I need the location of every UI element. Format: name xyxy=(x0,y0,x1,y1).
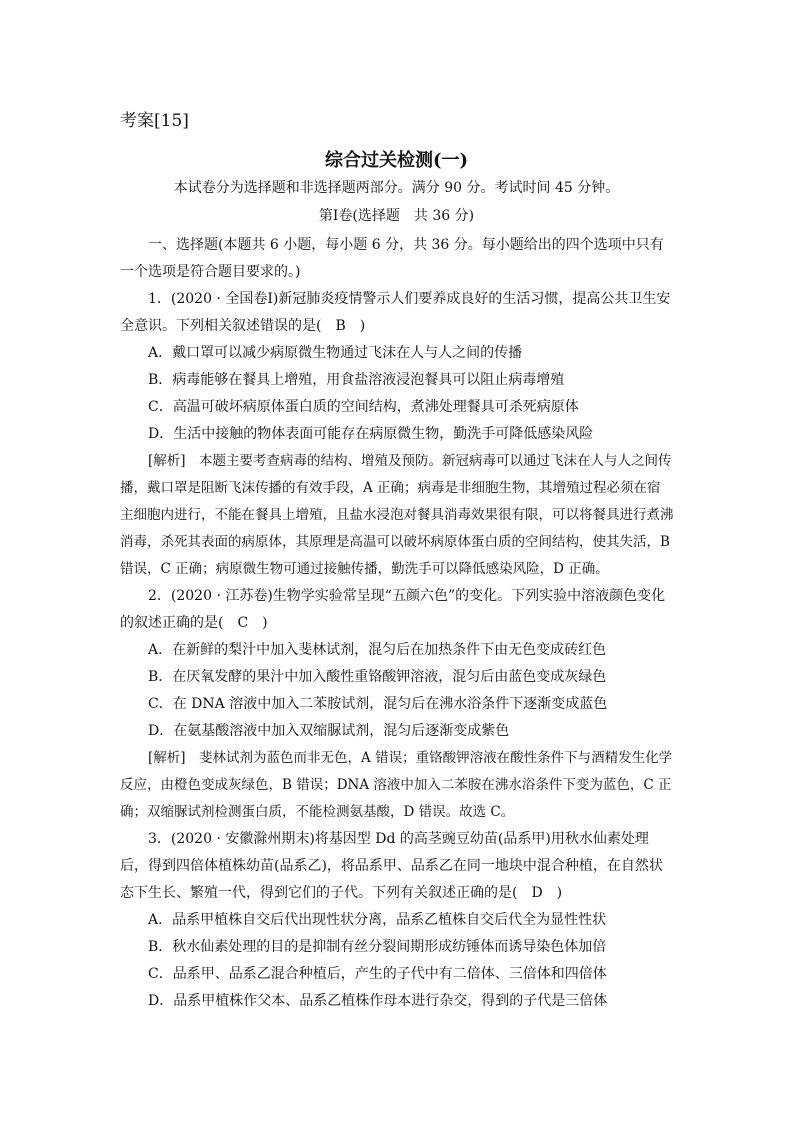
analysis-text: [解析] 斐林试剂为蓝色而非无色，A 错误；重铬酸钾溶液在酸性条件下与酒精发生化学反应，由橙色变成灰绿色，B 错误；DNA 溶液中加入二苯胺在沸水浴条件下变为蓝色，C 正确；双缩脲试剂检测蛋白质，不能检测氨基酸，D 错误。故选 C。 xyxy=(120,750,673,820)
part-heading: 第Ⅰ卷(选择题 共 36 分) xyxy=(318,208,475,224)
option-b: B．在厌氧发酵的果汁中加入酸性重铬酸钾溶液，混匀后由蓝色变成灰绿色 xyxy=(148,669,607,685)
page-title: 综合过关检测(一) xyxy=(324,150,469,171)
question-stem: 3．(2020 · 安徽滁州期末)将基因型 Dd 的高茎豌豆幼苗(品系甲)用秋水仙素处理后，得到四倍体植株幼苗(品系乙)，将品系甲、品系乙在同一地块中混合种植，在自然状态下生长、繁殖一代，得到它们的子代。下列有关叙述正确的是( D ) xyxy=(120,831,663,901)
option-a: A．在新鲜的梨汁中加入斐林试剂，混匀后在加热条件下由无色变成砖红色 xyxy=(148,642,607,658)
section-intro: 一、选择题(本题共 6 小题，每小题 6 分，共 36 分。每小题给出的四个选项中只有一个选项是符合题目要求的。) xyxy=(120,237,664,280)
exam-content xyxy=(120,232,674,1015)
option-b: B．病毒能够在餐具上增殖，用食盐溶液浸泡餐具可以阻止病毒增殖 xyxy=(148,372,565,388)
question-1 xyxy=(120,286,674,583)
option-d: D．在氨基酸溶液中加入双缩脲试剂，混匀后逐渐变成紫色 xyxy=(148,723,510,739)
analysis-text: [解析] 本题主要考查病毒的结构、增殖及预防。新冠病毒可以通过飞沫在人与人之间传播，戴口罩是阻断飞沫传播的有效手段，A 正确；病毒是非细胞生物，其增殖过程必须在宿主细胞内进行，不能在餐具上增殖，且盐水浸泡对餐具消毒效果很有限，可以将餐具进行煮沸消毒，杀死其表面的病原体，其原理是高温可以破坏病原体蛋白质的空间结构，使其失活，B 错误，C 正确；病原微生物可通过接触传播，勤洗手可以降低感染风险，D 正确。 xyxy=(120,453,674,577)
option-a: A．戴口罩可以减少病原微生物通过飞沫在人与人之间的传播 xyxy=(148,345,523,361)
option-d: D．品系甲植株作父本、品系乙植株作母本进行杂交，得到的子代是三倍体 xyxy=(148,993,608,1009)
option-c: C．品系甲、品系乙混合种植后，产生的子代中有二倍体、三倍体和四倍体 xyxy=(148,966,607,982)
option-c: C．高温可破坏病原体蛋白质的空间结构，煮沸处理餐具可杀死病原体 xyxy=(148,399,579,415)
exam-label: 考案[15] xyxy=(120,111,189,131)
question-3 xyxy=(120,826,674,1015)
question-stem: 1．(2020 · 全国卷Ⅰ)新冠肺炎疫情警示人们要养成良好的生活习惯，提高公共卫生安全意识。下列相关叙述错误的是( B ) xyxy=(120,291,671,334)
question-2 xyxy=(120,583,674,826)
exam-info: 本试卷分为选择题和非选择题两部分。满分 90 分。考试时间 45 分钟。 xyxy=(173,180,620,196)
option-c: C．在 DNA 溶液中加入二苯胺试剂，混匀后在沸水浴条件下逐渐变成蓝色 xyxy=(148,696,608,712)
option-b: B．秋水仙素处理的目的是抑制有丝分裂间期形成纺锤体而诱导染色体加倍 xyxy=(148,939,607,955)
option-d: D．生活中接触的物体表面可能存在病原微生物，勤洗手可降低感染风险 xyxy=(148,426,594,442)
question-stem: 2．(2020 · 江苏卷)生物学实验常呈现“五颜六色”的变化。下列实验中溶液颜色变化的叙述正确的是( C ) xyxy=(120,588,666,631)
option-a: A．品系甲植株自交后代出现性状分离，品系乙植株自交后代全为显性性状 xyxy=(148,912,607,928)
